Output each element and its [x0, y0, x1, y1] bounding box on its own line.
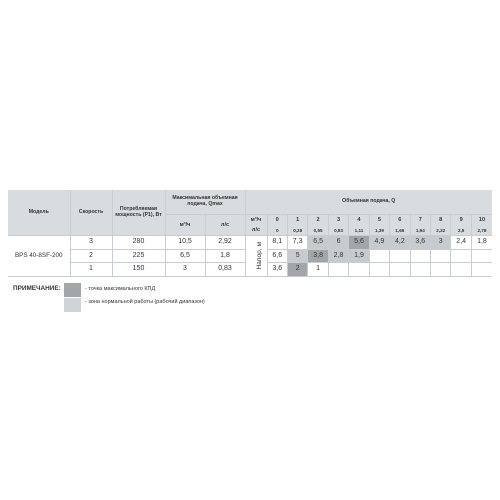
- head-value-cell: 6: [328, 236, 348, 250]
- legend-swatch-max-efficiency: [64, 283, 81, 297]
- head-value-cell: 2: [287, 263, 307, 277]
- head-value-cell: [390, 263, 410, 277]
- head-value-cell: 8,1: [267, 236, 287, 250]
- flow-value-ls: 0: [275, 227, 279, 233]
- flow-column-header: [287, 215, 307, 236]
- header-max-flow: Максимальная объемная подача, Qmax: [165, 190, 245, 215]
- flow-column-header: [451, 215, 471, 236]
- head-value-cell: [471, 249, 492, 263]
- flow-column-header: [431, 215, 451, 236]
- head-value-cell: [410, 263, 430, 277]
- qmax-unit-m3h: м³/ч: [165, 215, 205, 236]
- head-value-cell: 2,8: [328, 249, 348, 263]
- head-value-cell: 5,6: [349, 236, 369, 250]
- head-value-cell: 5: [287, 249, 307, 263]
- header-speed: Скорость: [70, 190, 112, 236]
- flow-column-header: [328, 215, 348, 236]
- flow-value-ls: 1,11: [354, 227, 364, 233]
- flow-value-m3h: 4: [357, 217, 361, 224]
- flow-value-m3h: 10: [478, 217, 486, 224]
- head-value-cell: [431, 249, 451, 263]
- flow-value-ls: 2,78: [477, 227, 487, 233]
- flow-unit-cell: [245, 215, 267, 236]
- flow-value-m3h: 0: [275, 217, 279, 224]
- flow-value-ls: 0,83: [334, 227, 344, 233]
- flow-column-header: [308, 215, 328, 236]
- speed-cell: 2: [70, 249, 112, 263]
- qmax-unit-ls: л/с: [205, 215, 245, 236]
- head-value-cell: 3,8: [308, 249, 328, 263]
- flow-unit-ls: л/с: [251, 227, 261, 233]
- head-value-cell: 6,5: [308, 236, 328, 250]
- flow-value-m3h: 2: [316, 217, 320, 224]
- flow-column-header: [349, 215, 369, 236]
- head-value-cell: [451, 263, 471, 277]
- flow-column-header: [471, 215, 492, 236]
- head-value-cell: [451, 249, 471, 263]
- flow-value-ls: 1,94: [415, 227, 425, 233]
- head-value-cell: 6,6: [267, 249, 287, 263]
- head-value-cell: 3,6: [267, 263, 287, 277]
- flow-column-header: [267, 215, 287, 236]
- header-flow-group: Объемная подача, Q: [245, 190, 492, 215]
- flow-value-ls: 0,55: [313, 227, 323, 233]
- flow-column-header: [390, 215, 410, 236]
- head-value-cell: 1,8: [471, 236, 492, 250]
- head-value-cell: [369, 263, 389, 277]
- head-value-cell: 4,9: [369, 236, 389, 250]
- head-value-cell: 4,2: [390, 236, 410, 250]
- head-value-cell: 1,9: [349, 249, 369, 263]
- head-value-cell: [471, 263, 492, 277]
- head-value-cell: 3: [431, 236, 451, 250]
- head-value-cell: [369, 249, 389, 263]
- legend-text-working-zone: - зона нормальной работы (рабочий диапазон): [85, 299, 205, 305]
- flow-value-m3h: 8: [439, 217, 443, 224]
- speed-cell: 1: [70, 263, 112, 277]
- flow-value-m3h: 1: [296, 217, 300, 224]
- head-value-cell: [431, 263, 451, 277]
- qmax-ls-cell: 1,8: [205, 249, 245, 263]
- head-label-cell: [245, 236, 267, 277]
- flow-value-ls: 2,5: [457, 227, 465, 233]
- flow-value-ls: 1,39: [374, 227, 384, 233]
- flow-value-ls: 2,22: [436, 227, 446, 233]
- qmax-m3h-cell: 6,5: [165, 249, 205, 263]
- header-power: Потребляемая мощность (Р1), Вт: [112, 190, 165, 236]
- legend-text-max-efficiency: - точка максимального КПД: [85, 286, 156, 292]
- power-cell: 150: [112, 263, 165, 277]
- flow-value-m3h: 6: [398, 217, 402, 224]
- note-label: ПРИМЕЧАНИЕ:: [13, 285, 61, 292]
- power-cell: 225: [112, 249, 165, 263]
- head-value-cell: 7,3: [287, 236, 307, 250]
- table-row: [8, 236, 492, 250]
- head-value-cell: [410, 249, 430, 263]
- head-value-cell: 2,4: [451, 236, 471, 250]
- qmax-m3h-cell: 3: [165, 263, 205, 277]
- flow-value-m3h: 3: [336, 217, 341, 224]
- head-value-cell: [349, 263, 369, 277]
- legend-swatch-working-zone: [64, 298, 81, 312]
- head-value-cell: [328, 263, 348, 277]
- model-name: BPS 40-8SF-200: [8, 236, 70, 277]
- flow-unit-m3h: м³/ч: [250, 216, 262, 223]
- flow-value-ls: 1,66: [395, 227, 405, 233]
- speed-cell: 3: [70, 236, 112, 250]
- head-value-cell: 1: [308, 263, 328, 277]
- flow-value-ls: 0,28: [293, 227, 303, 233]
- power-cell: 280: [112, 236, 165, 250]
- flow-column-header: [369, 215, 389, 236]
- qmax-m3h-cell: 10,5: [165, 236, 205, 250]
- qmax-ls-cell: 0,83: [205, 263, 245, 277]
- qmax-ls-cell: 2,92: [205, 236, 245, 250]
- flow-value-m3h: 5: [377, 217, 381, 224]
- head-value-cell: [390, 249, 410, 263]
- flow-value-m3h: 9: [459, 217, 463, 224]
- header-model: Модель: [8, 190, 70, 236]
- flow-column-header: [410, 215, 430, 236]
- pump-spec-table: [8, 190, 492, 277]
- head-value-cell: 3,6: [410, 236, 430, 250]
- head-label: Напор, м: [255, 241, 263, 270]
- flow-value-m3h: 7: [418, 217, 422, 224]
